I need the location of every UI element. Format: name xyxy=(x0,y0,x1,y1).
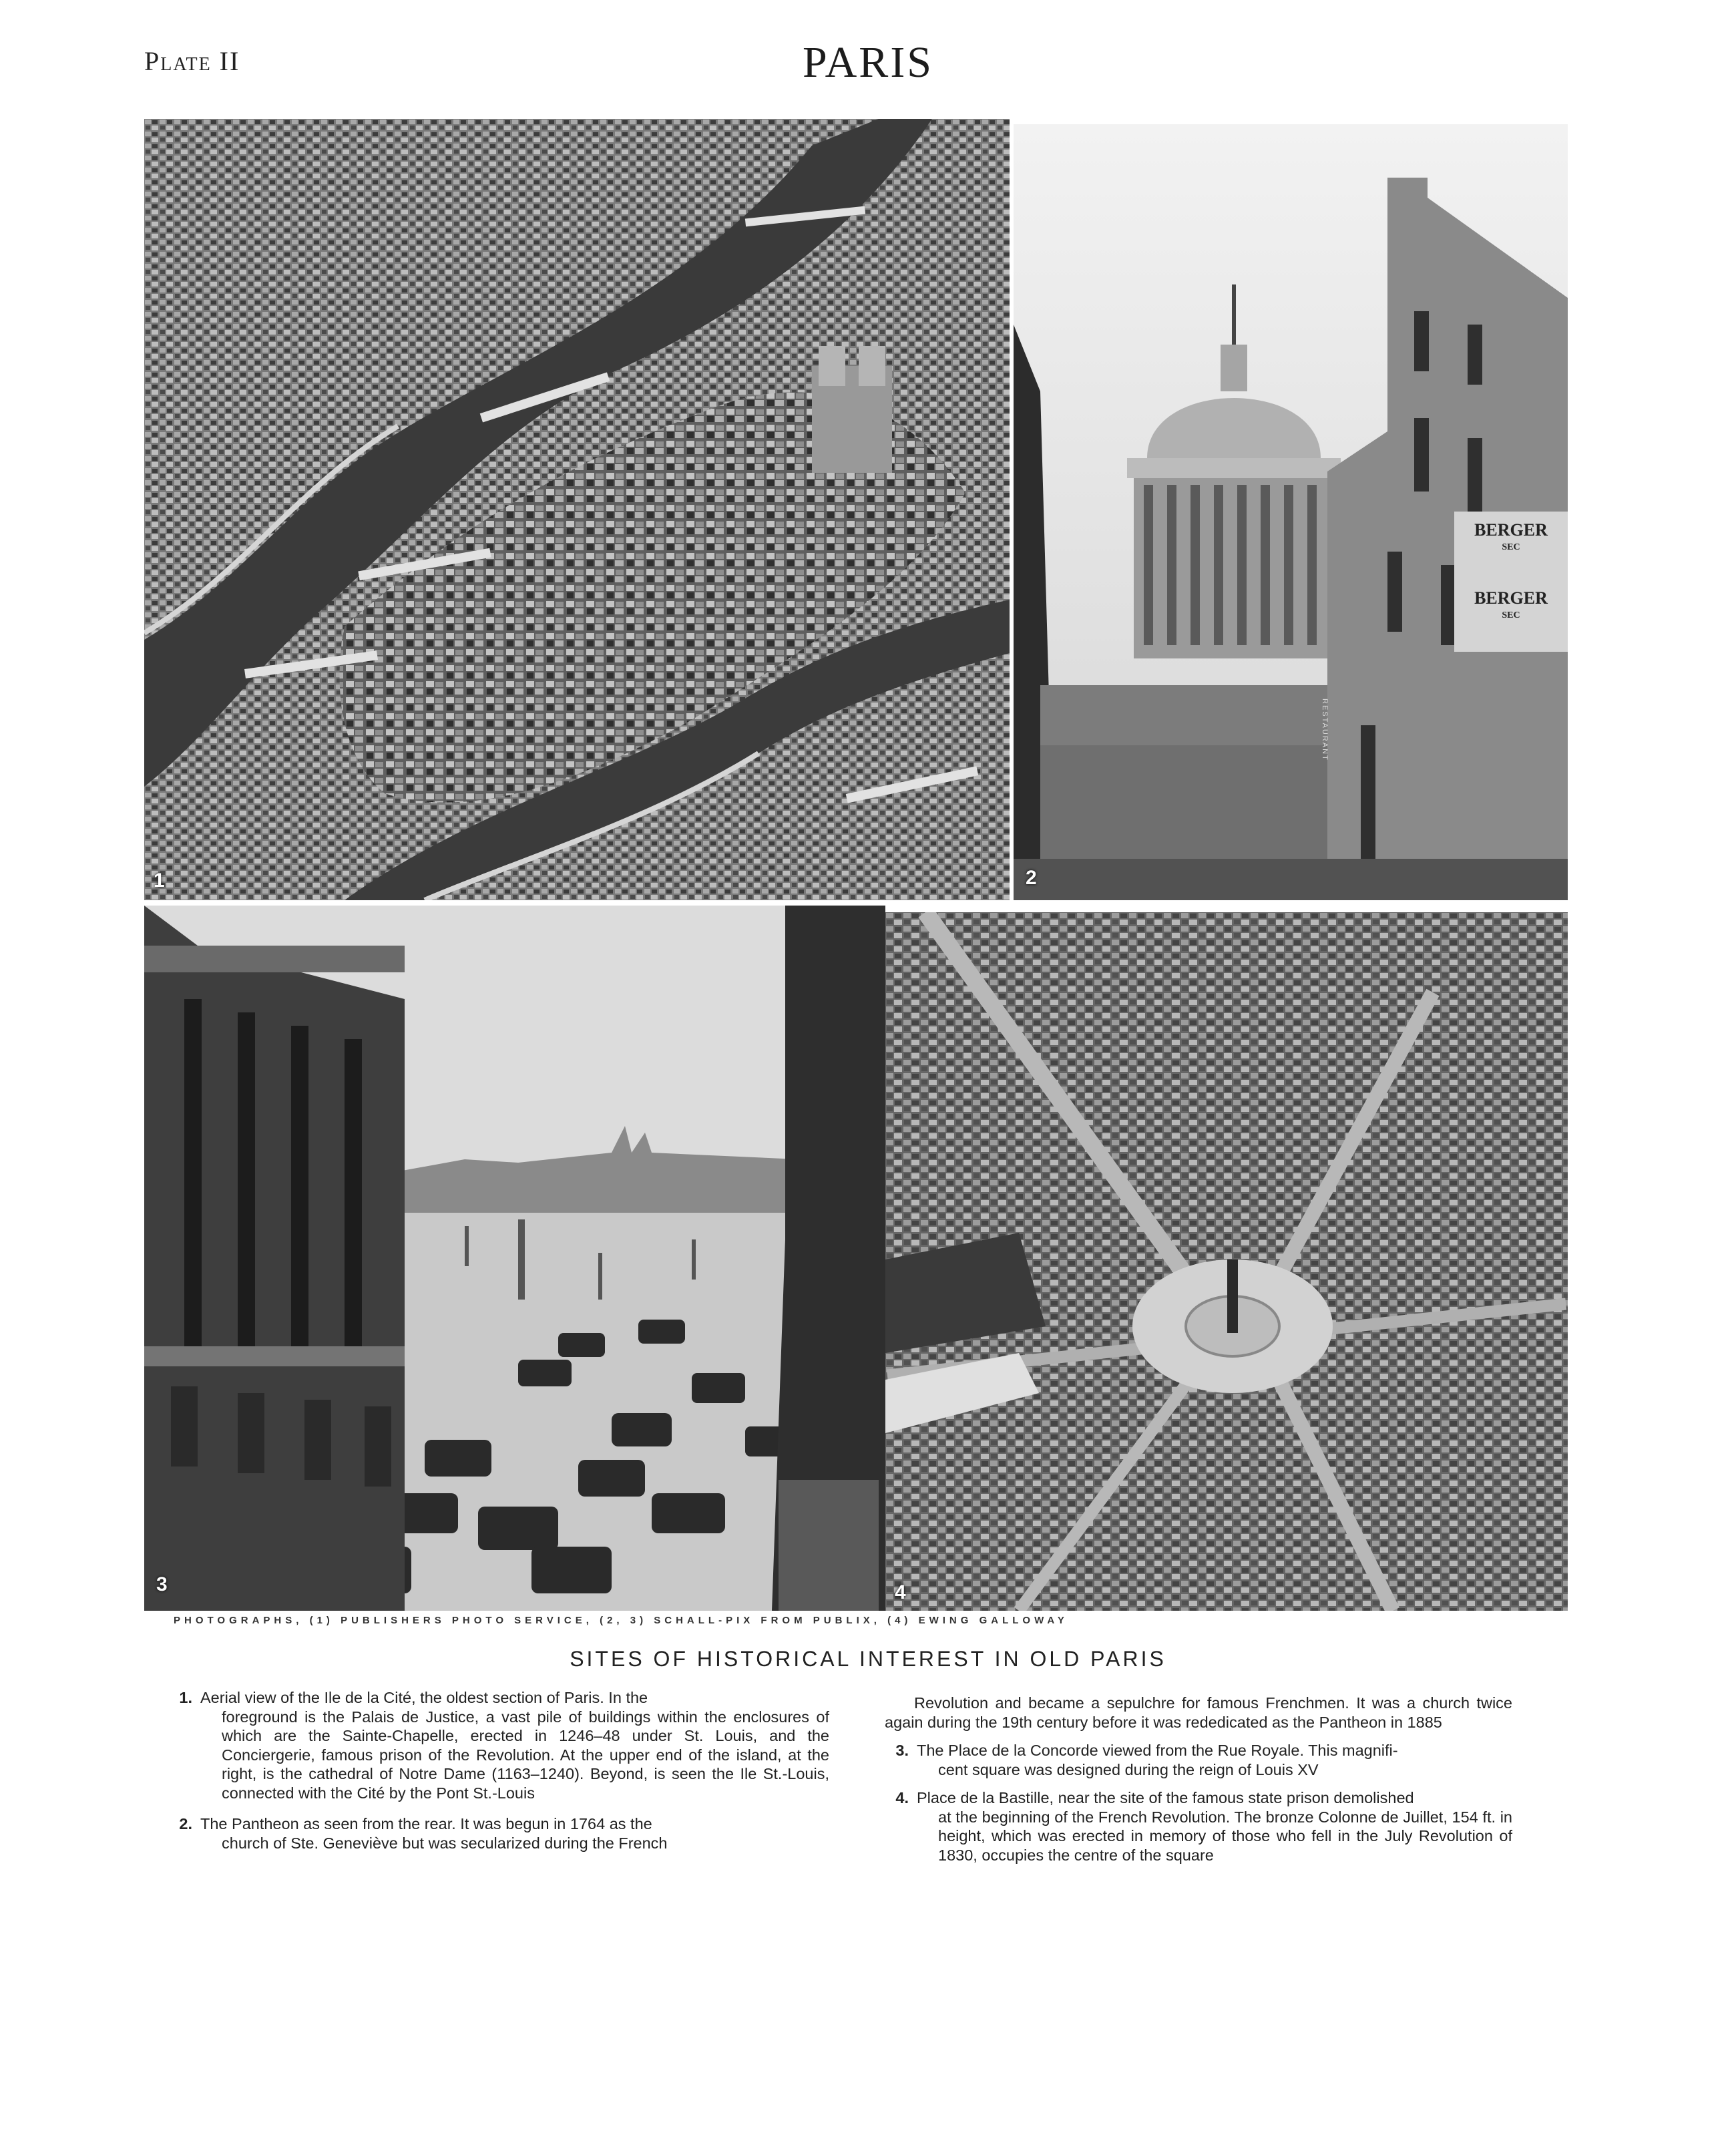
sign-berger-2: BERGER xyxy=(1474,588,1548,608)
sign-sec-1: SEC xyxy=(1502,542,1520,552)
concorde-illustration xyxy=(144,906,885,1611)
caption-3-number: 3. xyxy=(895,1742,909,1759)
caption-4 xyxy=(885,1788,1512,1865)
restaurant-sign: RESTAURANT xyxy=(1321,699,1329,761)
caption-4-number: 4. xyxy=(895,1789,909,1806)
caption-1 xyxy=(168,1688,829,1802)
sign-berger-1: BERGER xyxy=(1474,520,1548,540)
caption-2-number: 2. xyxy=(179,1815,192,1832)
photo-1-number: 1 xyxy=(154,869,165,892)
section-heading: SITES OF HISTORICAL INTEREST IN OLD PARIS xyxy=(570,1647,1166,1671)
caption-4-first-line: Place de la Bastille, near the site of the famous state prison demolished xyxy=(917,1789,1414,1806)
photo-credit: PHOTOGRAPHS, (1) PUBLISHERS PHOTO SERVICE, (2, 3) SCHALL-PIX FROM PUBLIX, (4) EWING GALLOWAY xyxy=(174,1615,1068,1626)
caption-1-first-line: Aerial view of the Ile de la Cité, the oldest section of Paris. In the xyxy=(200,1689,648,1706)
sign-sec-2: SEC xyxy=(1502,610,1520,620)
captions-right-column xyxy=(885,1694,1512,1874)
caption-3-text: cent square was designed during the reign of Louis XV xyxy=(938,1760,1319,1778)
photo-1-ile-de-la-cite xyxy=(144,119,1010,900)
plate-label: Plate II xyxy=(144,46,240,76)
page-title: PARIS xyxy=(802,38,934,87)
caption-3 xyxy=(885,1741,1512,1779)
caption-2-first-line: The Pantheon as seen from the rear. It was begun in 1764 as the xyxy=(200,1815,652,1832)
caption-2-continuation: Revolution and became a sepulchre for famous Frenchmen. It was a church twice again during the 19th century before it was rededicated as the Pantheon in 1885 xyxy=(885,1694,1512,1731)
berger-sign xyxy=(1458,522,1564,624)
caption-2-text: church of Ste. Geneviève but was secularized during the French xyxy=(222,1834,668,1852)
bastille-illustration xyxy=(885,912,1568,1611)
photo-2-pantheon xyxy=(1014,124,1568,900)
aerial-city-illustration xyxy=(144,119,1010,900)
caption-2 xyxy=(168,1814,829,1852)
photo-3-number: 3 xyxy=(156,1573,168,1595)
photo-4-number: 4 xyxy=(895,1581,906,1603)
captions-left-column xyxy=(168,1688,829,1862)
photo-2-number: 2 xyxy=(1026,867,1037,889)
pantheon-illustration xyxy=(1014,124,1568,900)
photo-3-place-de-la-concorde xyxy=(144,906,885,1611)
caption-1-text: foreground is the Palais de Justice, a vast pile of buildings within the enclosures of which are the Sainte-Chapelle, erected in 1246–48 under St. Louis, and the Conciergerie, famous prison of the Revolution. At the upper end of the island, at the right, is the cathedral of Notre Dame (1163–1240). Beyond, is seen the Ile St.-Louis, connected with the Cité by the Pont St.-Louis xyxy=(222,1708,829,1802)
photo-4-place-de-la-bastille xyxy=(885,912,1568,1611)
caption-3-first-line: The Place de la Concorde viewed from the Rue Royale. This magnifi- xyxy=(917,1742,1398,1759)
caption-1-number: 1. xyxy=(179,1689,192,1706)
caption-4-text: at the beginning of the French Revolution. The bronze Colonne de Juillet, 154 ft. in height, which was erected in memory of those who fell in the July Revolution of 1830, occupies the centre of the square xyxy=(938,1808,1512,1864)
caption-2-continued xyxy=(885,1694,1512,1732)
